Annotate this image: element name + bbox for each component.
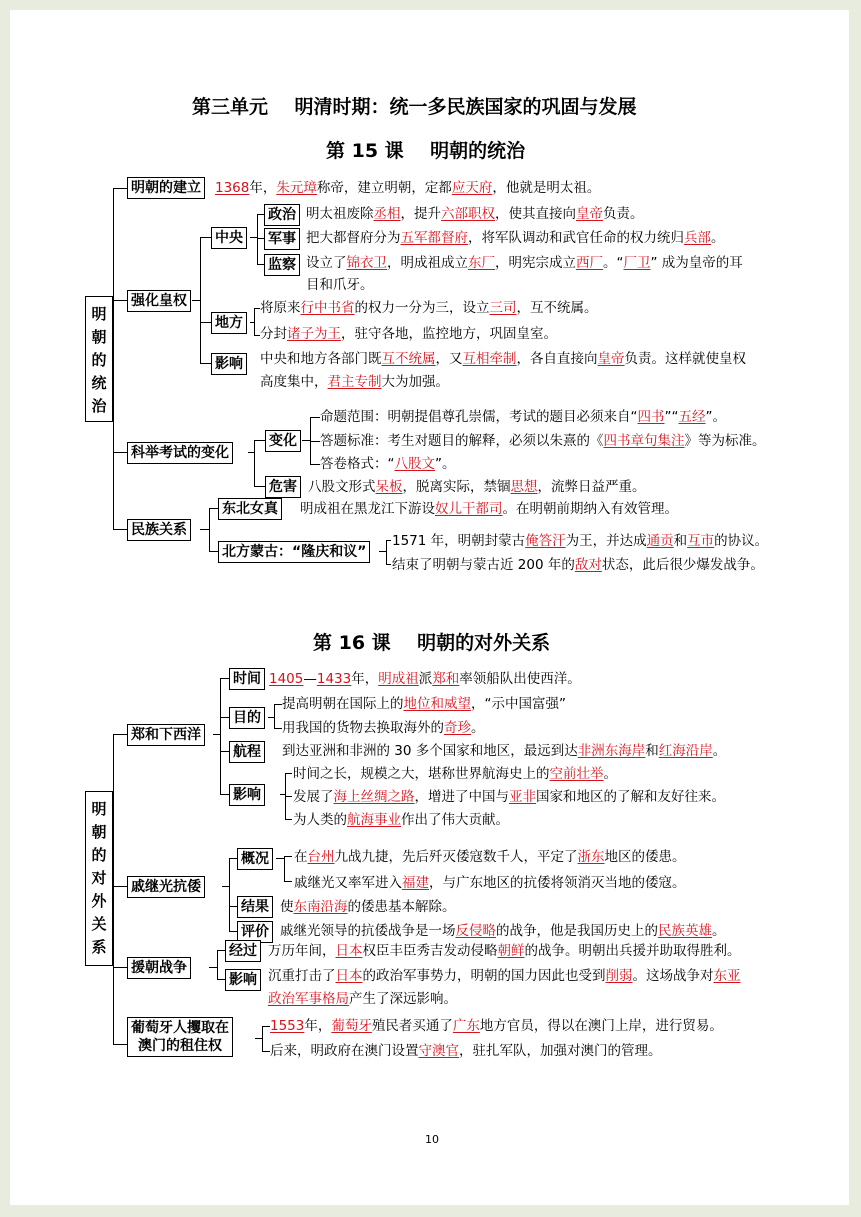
connector <box>248 452 254 453</box>
connector <box>220 678 221 794</box>
connector <box>220 678 229 679</box>
branch-exam-changes: 科举考试的变化 <box>127 442 233 464</box>
connector <box>257 238 264 239</box>
connector <box>254 440 255 486</box>
macau-label-line1: 葡萄牙人攫取在 <box>131 1020 229 1036</box>
jurchen-text: 明成祖在黑龙江下游设奴儿干都司。在明朝前期纳入有效管理。 <box>300 501 678 517</box>
branch-strengthen-power: 强化皇权 <box>127 290 191 312</box>
mongol-text-2: 结束了明朝与蒙古近 200 年的敌对状态，此后很少爆发战争。 <box>392 557 764 573</box>
lesson15-title: 第 15 课 明朝的统治 <box>326 140 526 162</box>
connector <box>257 264 264 265</box>
root-char: 对 <box>91 869 107 887</box>
connector <box>302 440 310 441</box>
node-politics: 政治 <box>264 204 300 226</box>
connector <box>200 529 209 530</box>
politics-text: 明太祖废除丞相，提升六部职权，使其直接向皇帝负责。 <box>306 206 644 222</box>
purpose-text-1: 提高明朝在国际上的地位和威望，“示中国富强” <box>282 696 566 712</box>
connector <box>274 704 282 705</box>
war-influence-text-2: 政治军事格局产生了深远影响。 <box>268 991 457 1007</box>
connector <box>268 717 274 718</box>
exam-format-text: 答卷格式：“八股文”。 <box>320 456 456 472</box>
root-char: 明 <box>91 305 107 323</box>
connector <box>229 858 237 859</box>
route-text: 到达亚洲和非洲的 30 多个国家和地区，最远到达非洲东海岸和红海沿岸。 <box>282 743 727 759</box>
lesson15-root-box <box>85 296 113 422</box>
connector <box>254 486 265 487</box>
connector <box>284 856 285 881</box>
connector <box>284 881 292 882</box>
branch-korea-war: 援朝战争 <box>127 957 191 979</box>
page-number: 10 <box>425 1133 439 1146</box>
branch-founding: 明朝的建立 <box>127 177 205 199</box>
harm-text: 八股文形式呆板，脱离实际，禁锢思想，流弊日益严重。 <box>308 479 646 495</box>
node-purpose: 目的 <box>229 707 265 729</box>
influence-text-line2: 高度集中，君主专制大为加强。 <box>260 374 449 390</box>
connector <box>386 564 391 565</box>
unit-title: 第三单元 明清时期：统一多民族国家的巩固与发展 <box>192 96 637 118</box>
node-influence: 影响 <box>211 353 247 375</box>
node-central: 中央 <box>211 227 247 249</box>
connector <box>262 1026 263 1051</box>
exam-standard-text: 答题标准：考生对题目的解释，必须以朱熹的《四书章句集注》等为标准。 <box>320 433 766 449</box>
connector <box>209 508 218 509</box>
process-text: 万历年间，日本权臣丰臣秀吉发动侵略朝鲜的战争。明朝出兵援并助取得胜利。 <box>268 943 741 959</box>
war-influence-text-1: 沉重打击了日本的政治军事势力，明朝的国力因此也受到削弱。这场战争对东亚 <box>268 968 741 984</box>
local-text-1: 将原来行中书省的权力一分为三，设立三司，互不统属。 <box>260 300 598 316</box>
connector <box>217 979 225 980</box>
connector <box>113 734 114 1044</box>
connector <box>386 540 391 541</box>
connector <box>113 188 127 189</box>
connector <box>229 906 237 907</box>
connector <box>222 886 229 887</box>
evaluation-text: 戚继光领导的抗倭战争是一场反侵略的战争，他是我国历史上的民族英雄。 <box>280 923 726 939</box>
connector <box>217 950 225 951</box>
connector <box>285 796 292 797</box>
connector <box>310 417 320 418</box>
connector <box>285 819 292 820</box>
overview-text-1: 在台州九战九捷，先后歼灭倭寇数千人，平定了浙东地区的倭患。 <box>294 849 686 865</box>
connector <box>254 440 265 441</box>
connector <box>113 529 127 530</box>
connector <box>250 237 257 238</box>
overview-text-2: 戚继光又率军进入福建，与广东地区的抗倭将领消灭当地的倭寇。 <box>294 875 686 891</box>
connector <box>310 441 320 442</box>
connector <box>274 704 275 728</box>
purpose-text-2: 用我国的货物去换取海外的奇珍。 <box>282 720 485 736</box>
lesson16-title: 第 16 课 明朝的对外关系 <box>313 632 551 654</box>
macau-text-2: 后来，明政府在澳门设置守澳官，驻扎军队，加强对澳门的管理。 <box>270 1043 662 1059</box>
connector <box>276 858 284 859</box>
connector <box>255 1038 262 1039</box>
connector <box>113 452 127 453</box>
node-voyage-influence: 影响 <box>229 784 265 806</box>
node-result: 结果 <box>237 896 273 918</box>
connector <box>220 751 229 752</box>
connector <box>250 322 254 323</box>
mongol-text-1: 1571 年，明朝封蒙古俺答汗为王，并达成通贡和互市的协议。 <box>392 533 769 549</box>
root-char: 的 <box>91 846 107 864</box>
connector <box>284 856 292 857</box>
local-text-2: 分封诸子为王，驻守各地，监控地方，巩固皇室。 <box>260 326 557 342</box>
root-char: 治 <box>91 397 107 415</box>
connector <box>200 363 211 364</box>
node-military: 军事 <box>264 228 300 250</box>
node-war-influence: 影响 <box>225 969 261 991</box>
macau-label-line2: 澳门的租住权 <box>138 1038 222 1054</box>
document-page <box>10 10 849 1205</box>
root-char: 朝 <box>91 328 107 346</box>
connector <box>280 794 285 795</box>
connector <box>113 734 127 735</box>
connector <box>386 540 387 564</box>
node-northeast-jurchen: 东北女真 <box>218 498 282 520</box>
connector <box>217 950 218 979</box>
supervision-text: 设立了锦衣卫，明成祖成立东厂，明宪宗成立西厂。“厂卫” 成为皇帝的耳 <box>306 255 743 271</box>
root-char: 明 <box>91 800 107 818</box>
supervision-text-line2: 目和爪牙。 <box>306 277 374 293</box>
node-harm: 危害 <box>265 476 301 498</box>
node-route: 航程 <box>229 741 265 763</box>
branch-qi-jiguang: 戚继光抗倭 <box>127 876 205 898</box>
node-supervision: 监察 <box>264 254 300 276</box>
connector <box>379 551 386 552</box>
root-char: 外 <box>91 892 107 910</box>
connector <box>209 551 218 552</box>
voyage-influence-text-1: 时间之长，规模之大，堪称世界航海史上的空前壮举。 <box>293 766 617 782</box>
connector <box>220 717 229 718</box>
branch-ethnic-relations: 民族关系 <box>127 519 191 541</box>
node-local: 地方 <box>211 312 247 334</box>
voyage-influence-text-2: 发展了海上丝绸之路，增进了中国与亚非国家和地区的了解和友好往来。 <box>293 789 725 805</box>
connector <box>213 734 220 735</box>
connector <box>209 967 217 968</box>
node-north-mongol: 北方蒙古：“隆庆和议” <box>218 541 370 563</box>
node-evaluation: 评价 <box>237 921 273 943</box>
branch-macau <box>127 1017 233 1057</box>
connector <box>200 322 211 323</box>
connector <box>262 1051 270 1052</box>
connector <box>229 931 237 932</box>
voyage-influence-text-3: 为人类的航海事业作出了伟大贡献。 <box>293 812 509 828</box>
connector <box>200 237 211 238</box>
root-char: 统 <box>91 374 107 392</box>
connector <box>192 300 200 301</box>
influence-text: 中央和地方各部门既互不统属，又互相牵制，各自直接向皇帝负责。这样就使皇权 <box>260 351 746 367</box>
connector <box>229 858 230 931</box>
node-time: 时间 <box>229 668 265 690</box>
result-text: 使东南沿海的倭患基本解除。 <box>280 899 456 915</box>
connector <box>113 188 114 529</box>
founding-text: 1368年，朱元璋称帝，建立明朝，定都应天府，他就是明太祖。 <box>215 180 601 196</box>
lesson16-root-box <box>85 791 113 966</box>
connector <box>113 300 127 301</box>
macau-text-1: 1553年，葡萄牙殖民者买通了广东地方官员，得以在澳门上岸，进行贸易。 <box>270 1018 723 1034</box>
root-char: 的 <box>91 351 107 369</box>
exam-scope-text: 命题范围：明朝提倡尊孔崇儒，考试的题目必须来自“四书”“五经”。 <box>320 409 726 425</box>
connector <box>262 1026 270 1027</box>
connector <box>257 214 258 264</box>
connector <box>220 794 229 795</box>
voyage-time-text: 1405—1433年，明成祖派郑和率领船队出使西洋。 <box>269 671 581 687</box>
connector <box>113 1044 127 1045</box>
connector <box>113 886 127 887</box>
node-overview: 概况 <box>237 848 273 870</box>
root-char: 系 <box>91 938 107 956</box>
connector <box>200 237 201 363</box>
connector <box>285 773 292 774</box>
connector <box>257 214 264 215</box>
connector <box>310 464 320 465</box>
connector <box>254 308 255 335</box>
node-process: 经过 <box>225 940 261 962</box>
root-char: 关 <box>91 915 107 933</box>
connector <box>274 728 282 729</box>
connector <box>113 967 127 968</box>
connector <box>209 508 210 551</box>
node-change: 变化 <box>265 430 301 452</box>
root-char: 朝 <box>91 823 107 841</box>
military-text: 把大都督府分为五军都督府，将军队调动和武官任命的权力统归兵部。 <box>306 230 725 246</box>
branch-zhenghe-voyages: 郑和下西洋 <box>127 724 205 746</box>
